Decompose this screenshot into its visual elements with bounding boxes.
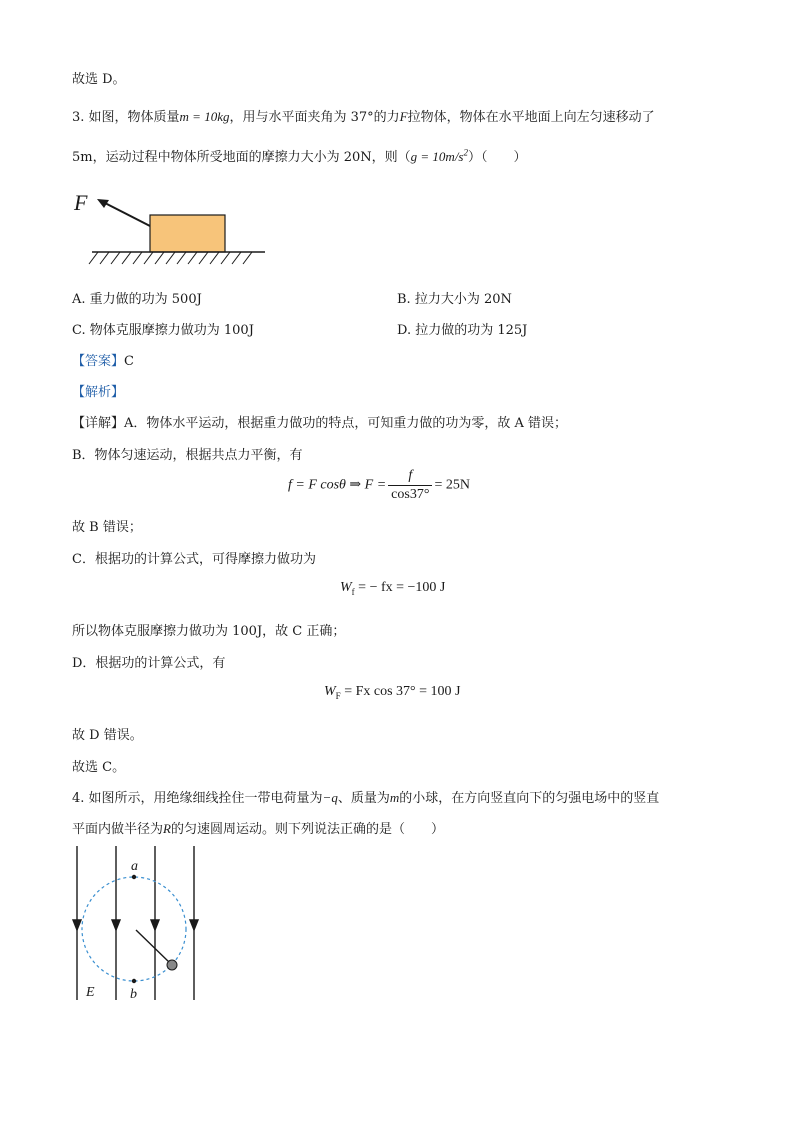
- q3-text-e: ）（ ）: [468, 150, 527, 165]
- hatch-mark: [188, 252, 197, 264]
- hatch-mark: [122, 252, 131, 264]
- label-b: b: [130, 987, 137, 1002]
- detail-d: D．根据功的计算公式，有: [72, 656, 226, 671]
- eq1-right: = 25N: [434, 477, 470, 493]
- string: [136, 930, 171, 964]
- hatch-mark: [100, 252, 109, 264]
- q4-text-e: 的匀速圆周运动。则下列说法正确的是（ ）: [170, 822, 444, 837]
- eq2-sub: f: [351, 586, 355, 597]
- q4-text-a: 4. 如图所示，用绝缘细线拴住一带电荷量为: [72, 791, 323, 806]
- figure-block-force: [70, 188, 270, 270]
- c-right: 所以物体克服摩擦力做功为 100J，故 C 正确；: [72, 624, 346, 639]
- hatch-mark: [232, 252, 241, 264]
- b-wrong: 故 B 错误；: [72, 520, 142, 535]
- hatch-mark: [144, 252, 153, 264]
- hatch-mark: [155, 252, 164, 264]
- hatch-mark: [221, 252, 230, 264]
- eq3-sub: F: [335, 690, 341, 701]
- d-wrong: 故 D 错误。: [72, 728, 143, 743]
- eq1-denominator: cos37°: [391, 487, 430, 502]
- block: [150, 215, 225, 252]
- q4-charge: −q: [322, 790, 338, 805]
- equation-3: [324, 684, 460, 701]
- answer-line: [72, 350, 134, 369]
- q3-gravity: $g = 10m/s^2$: [410, 147, 468, 164]
- hatch-mark: [111, 252, 120, 264]
- option-d: D. 拉力做的功为 125J: [397, 323, 528, 338]
- field-arrow-icon: [112, 920, 120, 930]
- answer-tag: 【答案】: [72, 354, 125, 369]
- figure-force-label: F: [74, 190, 88, 215]
- q3-text-b: ，用与水平面夹角为 37°的力: [229, 110, 400, 125]
- conclusion-c: 故选 C。: [72, 760, 126, 775]
- conclusion-d: 故选 D。: [72, 72, 126, 87]
- q4-mass: m: [389, 790, 400, 805]
- field-arrow-icon: [73, 920, 81, 930]
- q4-text-d: 平面内做半径为: [72, 822, 164, 837]
- q4-line-2: [72, 818, 444, 837]
- hatch-mark: [243, 252, 252, 264]
- equation-2: [340, 580, 445, 597]
- hatch-mark: [89, 252, 98, 264]
- detail-c: C．根据功的计算公式，可得摩擦力做功为: [72, 552, 316, 567]
- force-arrow-line: [101, 201, 150, 226]
- detail-b: B．物体匀速运动，根据共点力平衡，有: [72, 448, 303, 463]
- eq1-left: f = F cosθ ⇒ F =: [288, 477, 387, 493]
- charged-ball: [167, 960, 177, 970]
- q4-radius: R: [163, 821, 171, 836]
- eq1-numerator: f: [388, 468, 432, 486]
- hatch-mark: [177, 252, 186, 264]
- q3-text-d: 5m，运动过程中物体所受地面的摩擦力大小为 20N，则（: [72, 150, 411, 165]
- point-b: [132, 979, 136, 983]
- ground-hatching: [89, 252, 252, 264]
- equation-1: [288, 468, 470, 503]
- answer-value: C: [124, 354, 134, 369]
- hatch-mark: [166, 252, 175, 264]
- eq2-rest: = − fx = −100 J: [358, 580, 446, 595]
- eq2-w: W: [340, 580, 352, 595]
- field-arrow-icon: [190, 920, 198, 930]
- field-arrow-icon: [151, 920, 159, 930]
- q3-force-symbol: F: [399, 109, 408, 124]
- option-a: A. 重力做的功为 500J: [72, 292, 202, 307]
- option-c: C. 物体克服摩擦力做功为 100J: [72, 323, 254, 338]
- point-a: [132, 875, 136, 879]
- q3-text-c: 拉物体，物体在水平地面上向左匀速移动了: [407, 110, 655, 125]
- option-b: B. 拉力大小为 20N: [397, 292, 512, 307]
- figure-circular-motion: [68, 844, 204, 1006]
- label-a: a: [131, 859, 138, 874]
- q3-line-2: [72, 146, 527, 165]
- eq1-fraction: [388, 468, 432, 503]
- eq3-w: W: [324, 684, 336, 699]
- detail-a: 【详解】A．物体水平运动，根据重力做功的特点，可知重力做的功为零，故 A 错误；: [72, 416, 568, 431]
- q3-line-1: [72, 106, 655, 125]
- q4-text-c: 的小球，在方向竖直向下的匀强电场中的竖直: [399, 791, 660, 806]
- q3-mass: m = 10kg: [179, 109, 230, 124]
- label-E: E: [86, 985, 95, 1000]
- eq3-rest: = Fx cos 37° = 100 J: [344, 684, 461, 699]
- hatch-mark: [199, 252, 208, 264]
- hatch-mark: [133, 252, 142, 264]
- q4-text-b: 、质量为: [337, 791, 390, 806]
- q3-text-a: 3. 如图，物体质量: [72, 110, 180, 125]
- q4-line-1: [72, 787, 659, 806]
- analysis-tag: 【解析】: [72, 385, 125, 400]
- hatch-mark: [210, 252, 219, 264]
